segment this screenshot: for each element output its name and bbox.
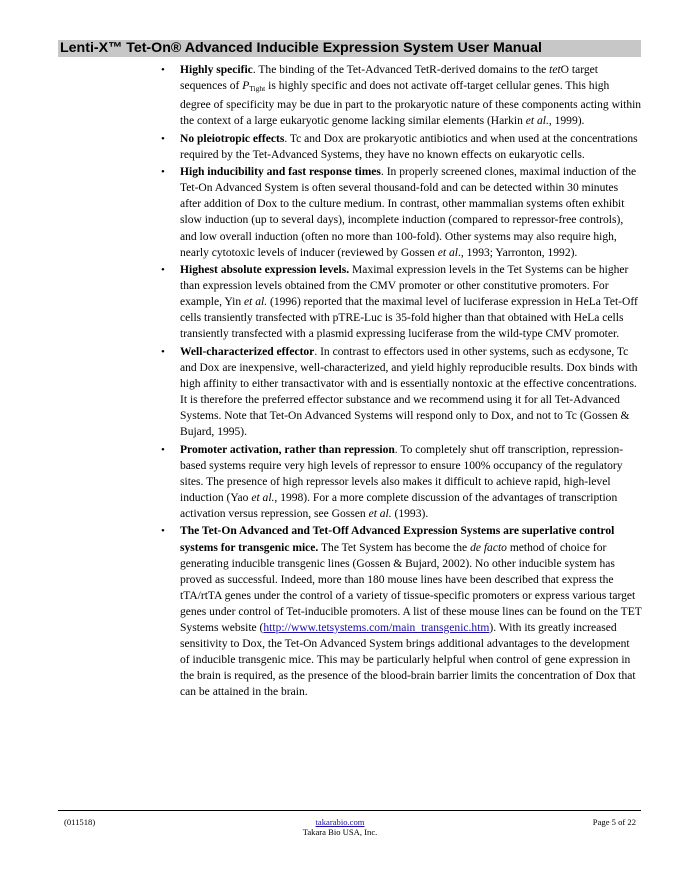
bullet-icon: •	[161, 525, 165, 538]
bullet-italic: et al.	[244, 296, 268, 309]
bullet-well-characterized-effector	[161, 344, 642, 441]
bullet-text: . To completely shut off transcription, repression-based systems require very high levels of repressor to ensure 100% occupancy of the regulatory sites. The presence of high repressor levels also makes it difficult to achieve rapid, high-level induction (Yao	[180, 443, 624, 504]
bullet-text: (1996) reported that the maximal level of luciferase expression in HeLa Tet-Off cells transiently transfected with pTRE-Luc is 35-fold higher than that obtained with HeLa cells transiently transfected with a plasmid expressing luciferase from the wild-type CMV promoter.	[180, 296, 638, 341]
bullet-title: Highest absolute expression levels.	[180, 264, 350, 277]
feature-bullet-list	[161, 62, 642, 702]
bullet-highly-specific	[161, 62, 642, 129]
bullet-icon: •	[161, 345, 165, 358]
bullet-text: method of choice for generating inducible transgenic lines (Gossen & Bujard, 2002). No other inducible system has proved as successful. Indeed, more than 180 mouse lines have been described that express the tTA/rtTA genes under the control of a variety of tissue-specific promoters or express various target genes under control of Tet-inducible promoters. A list of these mouse lines can be found on the TET Systems website (	[180, 541, 642, 634]
footer-center	[240, 817, 440, 837]
promoter-subscript: Tight	[249, 84, 266, 94]
footer-website-link[interactable]: takarabio.com	[315, 817, 365, 827]
tet-systems-link[interactable]: http://www.tetsystems.com/main_transgenic.htm	[263, 621, 490, 634]
bullet-icon: •	[161, 264, 165, 277]
bullet-text: Maximal expression levels in the Tet Systems can be higher than expression levels obtained from the CMV promoter or other constitutive promoters. For example, Yin	[180, 264, 629, 309]
bullet-title: Promoter activation, rather than repression	[180, 443, 395, 456]
bullet-italic: et al.	[525, 115, 549, 128]
footer-company: Takara Bio USA, Inc.	[302, 827, 378, 837]
document-title: Lenti-X™ Tet-On® Advanced Inducible Expression System User Manual	[60, 40, 542, 56]
bullet-icon: •	[161, 132, 165, 145]
bullet-title: Highly specific	[180, 64, 253, 76]
bullet-promoter-activation	[161, 442, 642, 522]
bullet-text: (1993).	[391, 508, 429, 521]
footer-doc-code: (011518)	[64, 817, 96, 827]
bullet-title: No pleiotropic effects	[180, 132, 285, 145]
bullet-title: The Tet-On Advanced and Tet-Off Advanced Expression Systems are superlative control systems for transgenic mice.	[180, 525, 615, 554]
bullet-italic: et al	[437, 246, 458, 259]
bullet-text: . In properly screened clones, maximal induction of the Tet-On Advanced System is often several thousand-fold and can be detected within 30 minutes after addition of Dox to the culture medium. In contrast, other mammalian systems often exhibit slow induction (up to several days), incomplete induction (compared to repressor-free controls), and low overall induction (often no more than 100-fold). Other systems may also require high, nearly cytotoxic levels of inducer (reviewed by Gossen	[180, 166, 637, 259]
bullet-italic: de facto	[470, 541, 507, 554]
bullet-icon: •	[161, 64, 165, 76]
footer-divider	[58, 810, 641, 811]
bullet-transgenic-mice	[161, 523, 642, 700]
bullet-text: . The binding of the Tet-Advanced TetR-derived domains to the	[252, 64, 550, 76]
bullet-text: The Tet System has become the	[318, 541, 471, 554]
bullet-text: ., 1993; Yarronton, 1992).	[458, 246, 578, 259]
bullet-text: , 1999).	[548, 115, 585, 128]
bullet-icon: •	[161, 166, 165, 179]
document-header-bar	[58, 40, 641, 57]
bullet-italic: et al.	[251, 491, 275, 504]
bullet-no-pleiotropic-effects	[161, 131, 642, 163]
bullet-italic: et al.	[368, 508, 392, 521]
footer-page-number: Page 5 of 22	[592, 817, 636, 827]
bullet-high-inducibility	[161, 164, 642, 261]
bullet-title: High inducibility and fast response times	[180, 166, 381, 179]
bullet-text: , 1998). For a more complete discussion of the advantages of transcription activation versus repression, see Gossen	[180, 491, 618, 521]
promoter-symbol: P	[242, 80, 250, 93]
bullet-text: is highly specific and does not activate off-target cellular genes. This high degree of specificity may be due in part to the prokaryotic nature of these components acting within the context of a large eukaryotic genome lacking similar elements (Harkin	[180, 80, 642, 128]
bullet-text: . Tc and Dox are prokaryotic antibiotics and when used at the concentrations required by the Tet-Advanced Systems, they have no known effects on eukaryotic cells.	[180, 132, 638, 161]
bullet-text: O target sequences of	[180, 64, 598, 93]
bullet-icon: •	[161, 443, 165, 456]
bullet-italic: tet	[549, 64, 561, 76]
bullet-text: ). With its greatly increased sensitivity to Dox, the Tet-On Advanced System brings additional advantages to the development of inducible transgenic mice. This may be particularly helpful when control of gene expression in the brain is required, as the presence of the blood-brain barrier limits the concentration of Dox that can be attained in the brain.	[180, 621, 636, 699]
bullet-text: . In contrast to effectors used in other systems, such as ecdysone, Tc and Dox are inexpensive, well-characterized, and yield highly reproducible results. Dox binds with high affinity to either transactivator with and is essentially nontoxic at the effective concentrations. It is therefore the preferred effector substance and we recommend using it for all Tet-Advanced Systems. Note that Tet-On Advanced Systems will respond only to Dox, and not to Tc (Gossen & Bujard, 1995).	[180, 345, 638, 439]
bullet-title: Well-characterized effector	[180, 345, 315, 358]
bullet-highest-expression	[161, 262, 642, 342]
